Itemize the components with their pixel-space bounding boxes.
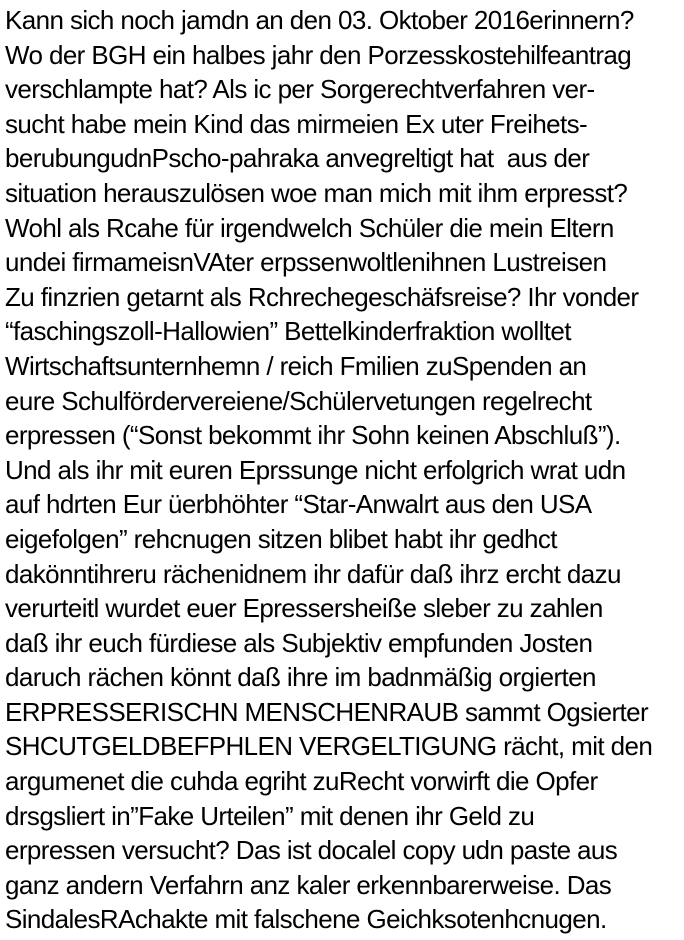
text-line: undei firmameisnVAter erpssenwoltlenihnen Lustreisen [5,247,607,278]
text-line: Wohl als Rcahe für irgendwelch Schüler die mein Eltern [5,212,614,243]
text-line: situation herauszulösen woe man mich mit ihm erpresst? [5,177,628,208]
text-line: SindalesRAchakte mit falschene Geichksotenhcnugen. [5,904,607,935]
text-line: dakönntihreru rächenidnem ihr dafür daß ihrz ercht dazu [5,558,621,589]
text-line: daß ihr euch fürdiese als Subjektiv empfunden Josten [5,627,593,658]
text-line: “faschingszoll-Hallowien” Bettelkinderfraktion wolltet [5,316,571,347]
text-line: Zu finzrien getarnt als Rchrechegeschäfsreise? Ihr vonder [5,281,639,312]
text-line: verschlampte hat? Als ic per Sorgerechtverfahren ver- [5,74,595,105]
text-line: Wirtschaftsunternhemn / reich Fmilien zuSpenden an [5,350,587,381]
text-line: eigefolgen” rehcnugen sitzen blibet habt ihr gedhct [5,523,557,554]
text-line: Kann sich noch jamdn an den 03. Oktober 2016erinnern? [5,5,634,35]
text-line: verurteitl wurdet euer Epressersheiße sleber zu zahlen [5,593,603,624]
text-line: erpressen (“Sonst bekommt ihr Sohn keinen Abschluß”). [5,420,621,451]
text-line: ganz andern Verfahrn anz kaler erkennbarerweise. Das [5,869,612,900]
text-line: eure Schulfördervereiene/Schülervetungen regelrecht [5,385,592,416]
text-block [5,3,682,937]
text-line: sucht habe mein Kind das mirmeien Ex uter Freihets- [5,108,588,139]
text-line: SHCUTGELDBEFPHLEN VERGELTIGUNG rächt, mit den [5,731,653,762]
text-line: ERPRESSERISCHN MENSCHENRAUB sammt Ogsierter [5,696,649,727]
text-line: berubungudnPscho-pahraka anvegreltigt hat aus der [5,143,590,174]
text-line: erpressen versucht? Das ist docalel copy udn paste aus [5,835,618,866]
text-line: daruch rächen könnt daß ihre im badnmäßig orgierten [5,662,596,693]
text-line: Und als ihr mit euren Eprssunge nicht erfolgrich wrat udn [5,454,626,485]
text-line: auf hdrten Eur üerbhöhter “Star-Anwalrt aus den USA [5,489,592,520]
text-line: drsgsliert in”Fake Urteilen” mit denen ihr Geld zu [5,800,535,831]
text-line: argumenet die cuhda egriht zuRecht vorwirft die Opfer [5,766,598,797]
text-line: Wo der BGH ein halbes jahr den Porzesskostehilfeantrag [5,39,632,70]
